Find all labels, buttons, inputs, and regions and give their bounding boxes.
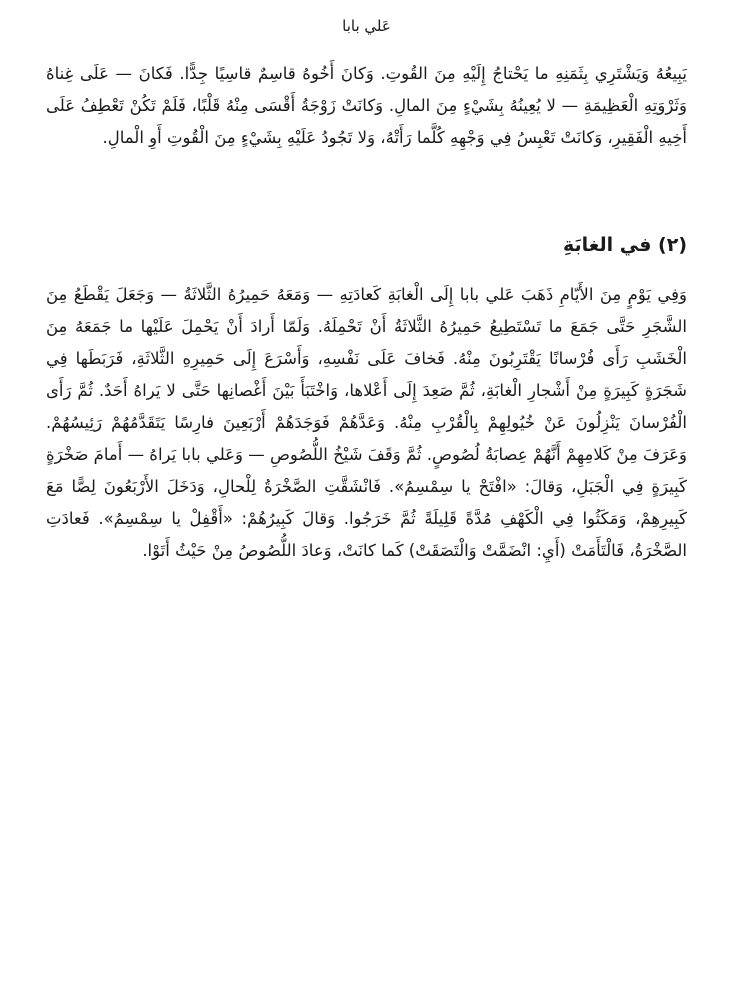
- paragraph-intro: يَبِيعُهُ وَيَشْتَرِي بِثَمَنِهِ ما يَحْتاجُ إِلَيْهِ مِنَ القُوتِ. وَكانَ أَخُوهُ قاسِمٌ قاسِيًا جِدًّا. فَكانَ — عَلَى غِناهُ وَثَرْوَتِهِ الْعَظِيمَةِ — لا يُعِينُهُ بِشَيْءٍ مِنَ المالِ. وَكانَتْ زَوْجَةُ أَقْسَى مِنْهُ قَلْبًا، فَلَمْ تَكُنْ تَعْطِفُ عَلَى أَخِيهِ الْفَقِيرِ، وَكانَتْ تَعْبِسُ فِي وَجْهِهِ كُلَّما رَأَتْهُ، وَلا تَجُودُ عَلَيْهِ بِشَيْءٍ مِنَ الْقُوتِ أَوِ الْمالِ.: [46, 64, 687, 147]
- paragraph-forest: وَفِي يَوْمٍ مِنَ الأَيّامِ ذَهَبَ عَلي بابا إِلَى الْغابَةِ كَعادَتِهِ — وَمَعَهُ حَمِيرُهُ الثَّلاثَةُ — وَجَعَلَ يَقْطَعُ مِنَ الشَّجَرِ حَتَّى جَمَعَ ما تَسْتَطِيعُ حَمِيرُهُ الثَّلاثَةُ أَنْ تَحْمِلَهُ. وَلَمّا أَرادَ أَنْ يَحْمِلَ عَلَيْها ما جَمَعَهُ مِنَ الْخَشَبِ رَأَى فُرْسانًا يَقْتَرِبُونَ مِنْهُ. فَخافَ عَلَى نَفْسِهِ، وَأَسْرَعَ إِلَى حَمِيرِهِ الثَّلاثَةِ، فَرَبَطَها فِي شَجَرَةٍ كَبِيرَةٍ مِنْ أَشْجارِ الْغابَةِ، ثُمَّ صَعِدَ إِلَى أَعْلاها، وَاخْتَبَأَ بَيْنَ أَغْصانِها حَتَّى لا يَراهُ أَحَدٌ. ثُمَّ رَأَى الْفُرْسانَ يَنْزِلُونَ عَنْ خُيُولِهِمْ بِالْقُرْبِ مِنْهُ. وَعَدَّهُمْ فَوَجَدَهُمْ أَرْبَعِينَ فارِسًا يَتَقَدَّمُهُمْ رَئِيسُهُمْ. وَعَرَفَ مِنْ كَلامِهِمْ أَنَّهُمْ عِصابَةُ لُصُوصٍ. ثُمَّ وَقَفَ شَيْخُ اللُّصُوصِ — وَعَلي بابا يَراهُ — أَمامَ صَخْرَةٍ كَبِيرَةٍ فِي الْجَبَلِ، وَقالَ: «افْتَحْ يا سِمْسِمُ». فَانْشَقَّتِ الصَّخْرَةُ لِلْحالِ، وَدَخَلَ الأَرْبَعُونَ لِصًّا مَعَ كَبِيرِهِمْ، وَمَكَثُوا فِي الْكَهْفِ مُدَّةً قَلِيلَةً ثُمَّ خَرَجُوا. وَقالَ كَبِيرُهُمْ: «أَقْفِلْ يا سِمْسِمُ». فَعادَتِ الصَّخْرَةُ، فَالْتَأَمَتْ (أَيِ: انْضَمَّتْ وَالْتَصَقَتْ) كَما كانَتْ، وَعادَ اللُّصُوصُ مِنْ حَيْثُ أَتَوْا.: [46, 285, 687, 560]
- running-title: عَلي بابا: [342, 17, 391, 35]
- section-heading: (٢) في الغابَةِ: [562, 234, 687, 256]
